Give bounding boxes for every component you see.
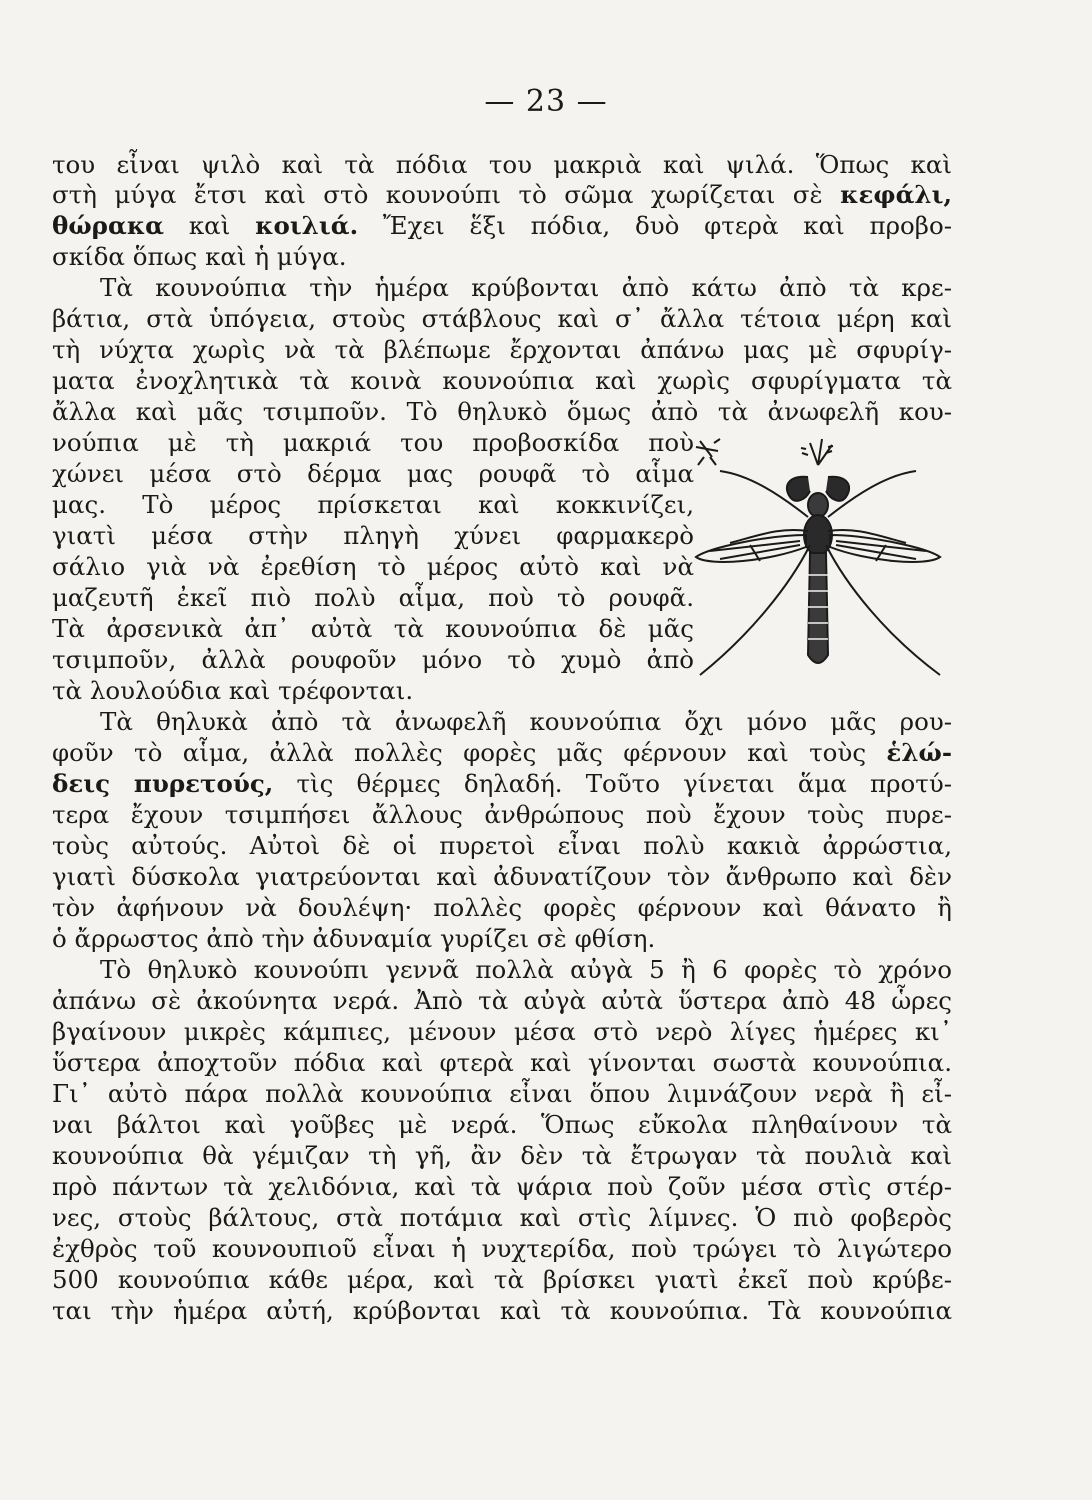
text-line — [52, 769, 952, 800]
text-line: ματα ἐνοχλητικὰ τὰ κοινὰ κουνούπια καὶ χωρὶς σφυρίγματα τὰ — [52, 366, 952, 395]
text-line: ἄλλα καὶ μᾶς τσιμποῦν. Τὸ θηλυκὸ ὅμως ἀπὸ τὰ ἀνωφελῆ κου- — [52, 397, 952, 426]
text-line: γιατὶ δύσκολα γιατρεύονται καὶ ἀδυνατίζουν τὸν ἄνθρωπο καὶ δὲν — [52, 862, 952, 891]
bold-term-thorax: θώρακα — [52, 211, 165, 240]
bold-term-abdomen: κοιλιά. — [255, 211, 359, 240]
text-line: μας. Τὸ μέρος πρίσκεται καὶ κοκκινίζει, — [52, 490, 694, 519]
small-mosquito-icon — [696, 439, 720, 465]
text-line — [52, 738, 952, 769]
text-line: σάλιο γιὰ νὰ ἐρεθίση τὸ μέρος αὐτὸ καὶ νὰ — [52, 552, 694, 581]
text-line: ὕστερα ἀποχτοῦν πόδια καὶ φτερὰ καὶ γίνονται σωστὰ κουνούπια. — [52, 1048, 952, 1077]
text-line: γιατὶ μέσα στὴν πληγὴ χύνει φαρμακερὸ — [52, 521, 694, 550]
text-line: ται τὴν ἡμέρα αὐτή, κρύβονται καὶ τὰ κουνούπια. Τὰ κουνούπια — [52, 1296, 952, 1325]
text-line: ἐχθρὸς τοῦ κουνουπιοῦ εἶναι ἡ νυχτερίδα, ποὺ τρώγει τὸ λιγώτερο — [52, 1234, 952, 1263]
text-line: τοὺς αὐτούς. Αὐτοὶ δὲ οἱ πυρετοὶ εἶναι πολὺ κακιὰ ἀρρώστια, — [52, 831, 952, 860]
text-run: στὴ μύγα ἔτσι καὶ στὸ κουνούπι τὸ σῶμα χωρίζεται σὲ — [52, 180, 823, 209]
text-run: Ἔχει ἕξι πόδια, δυὸ φτερὰ καὶ προβο- — [358, 211, 953, 240]
bold-term-fevers: δεις πυρετούς, — [52, 769, 274, 798]
bold-term-head: κεφάλι, — [840, 180, 952, 209]
text-line: πρὸ πάντων τὰ χελιδόνια, καὶ τὰ ψάρια ποὺ ζοῦν μέσα στὶς στέρ- — [52, 1172, 952, 1201]
mosquito-illustration — [690, 435, 952, 687]
text-line: ὁ ἄρρωστος ἀπὸ τὴν ἀδυναμία γυρίζει σὲ φθίση. — [52, 924, 656, 953]
text-line: τερα ἔχουν τσιμπήσει ἄλλους ἀνθρώπους ποὺ ἔχουν τοὺς πυρε- — [52, 800, 952, 829]
text-line: Τὰ θηλυκὰ ἀπὸ τὰ ἀνωφελῆ κουνούπια ὄχι μόνο μᾶς ρου- — [100, 707, 952, 736]
text-line: ἀπάνω σὲ ἀκούνητα νερά. Ἀπὸ τὰ αὐγὰ αὐτὰ ὕστερα ἀπὸ 48 ὧρες — [52, 986, 952, 1015]
text-line: νες, στοὺς βάλτους, στὰ ποτάμια καὶ στὶς λίμνες. Ὁ πιὸ φοβερὸς — [52, 1203, 952, 1232]
text-line — [52, 211, 952, 242]
text-line — [52, 180, 952, 211]
text-line: Τὸ θηλυκὸ κουνούπι γεννᾶ πολλὰ αὐγὰ 5 ἢ 6 φορὲς τὸ χρόνο — [100, 955, 952, 984]
text-line: Γι᾽ αὐτὸ πάρα πολλὰ κουνούπια εἶναι ὅπου λιμνάζουν νερὰ ἢ εἶ- — [52, 1079, 952, 1108]
text-line: 500 κουνούπια κάθε μέρα, καὶ τὰ βρίσκει γιατὶ ἐκεῖ ποὺ κρύβε- — [52, 1265, 952, 1294]
text-line: ναι βάλτοι καὶ γοῦβες μὲ νερά. Ὅπως εὔκολα πληθαίνουν τὰ — [52, 1110, 952, 1139]
text-line: τὸν ἀφήνουν νὰ δουλέψη· πολλὲς φορὲς φέρνουν καὶ θάνατο ἢ — [52, 893, 952, 922]
text-line: τὴ νύχτα χωρὶς νὰ τὰ βλέπωμε ἔρχονται ἀπάνω μας μὲ σφυρίγ- — [52, 335, 952, 364]
text-line: βγαίνουν μικρὲς κάμπιες, μένουν μέσα στὸ νερὸ λίγες ἡμέρες κι᾽ — [52, 1017, 952, 1046]
text-line: χώνει μέσα στὸ δέρμα μας ρουφᾶ τὸ αἷμα — [52, 459, 694, 488]
text-line: σκίδα ὅπως καὶ ἡ μύγα. — [52, 242, 347, 271]
text-line: τὰ λουλούδια καὶ τρέφονται. — [52, 676, 414, 705]
text-run: φοῦν τὸ αἷμα, ἀλλὰ πολλὲς φορὲς μᾶς φέρνουν καὶ τοὺς — [52, 738, 867, 767]
page-number: — 23 — — [484, 84, 608, 119]
text-line: Τὰ ἀρσενικὰ ἀπ᾽ αὐτὰ τὰ κουνούπια δὲ μᾶς — [52, 614, 694, 643]
text-line: μαζευτῆ ἐκεῖ πιὸ πολὺ αἷμα, ποὺ τὸ ρουφᾶ. — [52, 583, 694, 612]
text-run: τὶς θέρμες δηλαδή. Τοῦτο γίνεται ἅμα προτύ- — [273, 769, 952, 798]
text-line: Τὰ κουνούπια τὴν ἡμέρα κρύβονται ἀπὸ κάτω ἀπὸ τὰ κρε- — [100, 273, 952, 302]
text-line: βάτια, στὰ ὑπόγεια, στοὺς στάβλους καὶ σ᾽ ἄλλα τέτοια μέρη καὶ — [52, 304, 952, 333]
text-line: κουνούπια θὰ γέμιζαν τὴ γῆ, ἂν δὲν τὰ ἔτρωγαν τὰ πουλιὰ καὶ — [52, 1141, 952, 1170]
text-line: νούπια μὲ τὴ μακριά του προβοσκίδα ποὺ — [52, 428, 694, 457]
text-run: καὶ — [164, 211, 256, 240]
text-line: τσιμποῦν, ἀλλὰ ρουφοῦν μόνο τὸ χυμὸ ἀπὸ — [52, 645, 694, 674]
text-line: του εἶναι ψιλὸ καὶ τὰ πόδια του μακριὰ καὶ ψιλά. Ὅπως καὶ — [52, 150, 952, 179]
bold-term-marsh: ἑλώ- — [886, 738, 952, 767]
